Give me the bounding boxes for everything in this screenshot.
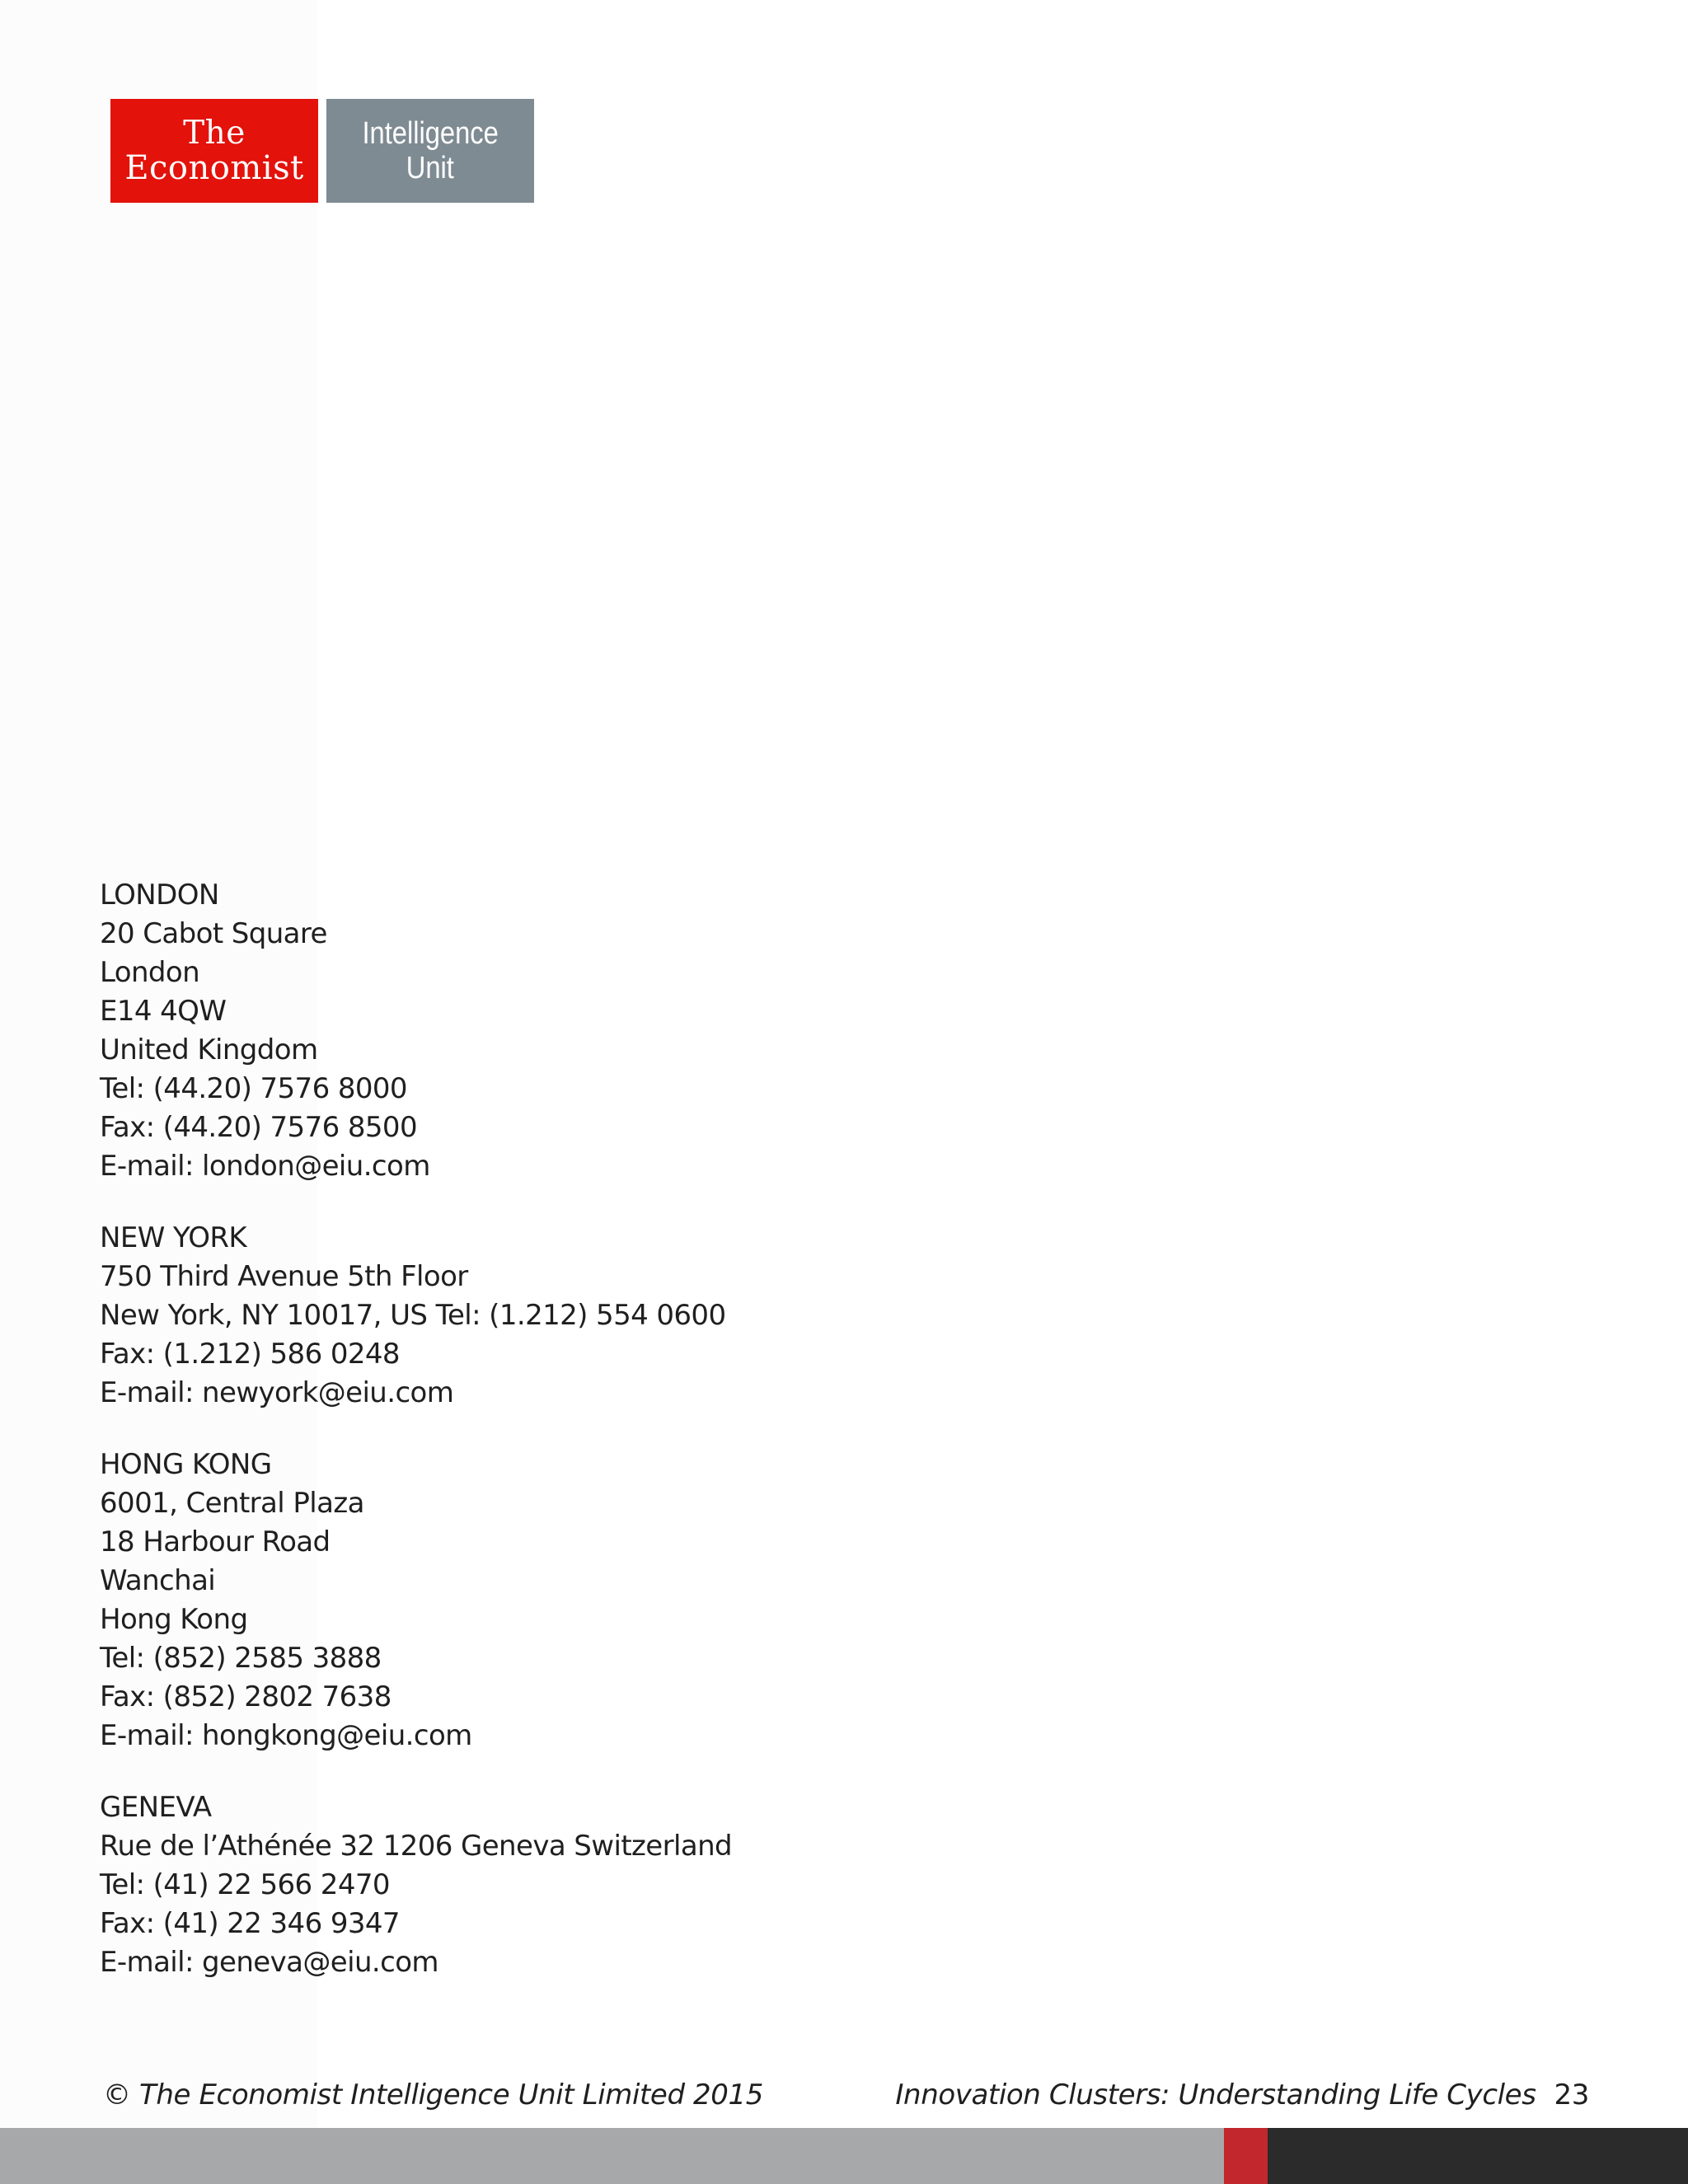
office-address-line: Rue de l’Athénée 32 1206 Geneva Switzerland (100, 1830, 733, 1863)
office-fax: Fax: (44.20) 7576 8500 (100, 1111, 417, 1144)
logo-text-intelligence: Intelligence (362, 116, 499, 151)
office-hong-kong (100, 1446, 1006, 1755)
office-address-line: 18 Harbour Road (100, 1526, 331, 1558)
logo-text-the: The (183, 115, 246, 152)
office-address-line: Wanchai (100, 1564, 216, 1597)
logo-text-economist: Economist (124, 149, 304, 187)
footer-bar-red (1224, 2128, 1268, 2184)
footer-report-title: Innovation Clusters: Understanding Life Cycles (895, 2079, 1536, 2111)
office-fax: Fax: (852) 2802 7638 (100, 1680, 392, 1713)
office-email: E-mail: london@eiu.com (100, 1150, 430, 1183)
office-new-york (100, 1219, 1006, 1413)
office-email: E-mail: hongkong@eiu.com (100, 1719, 472, 1752)
office-city: LONDON (100, 879, 219, 912)
office-email: E-mail: geneva@eiu.com (100, 1946, 438, 1979)
office-tel: Tel: (44.20) 7576 8000 (100, 1072, 407, 1105)
office-address-line: E14 4QW (100, 995, 227, 1028)
logo-text-unit: Unit (406, 151, 455, 185)
footer-copyright: © The Economist Intelligence Unit Limited 2015 (103, 2079, 763, 2111)
logo-intelligence-unit-block (326, 99, 534, 203)
footer-bar-grey (0, 2128, 1224, 2184)
eiu-logo (110, 99, 534, 203)
office-address-line: Hong Kong (100, 1603, 248, 1636)
office-address-line: 6001, Central Plaza (100, 1487, 364, 1520)
footer-bar-dark (1268, 2128, 1688, 2184)
page-number: 23 (1554, 2079, 1589, 2111)
footer-report-info (895, 2077, 1589, 2113)
office-email: E-mail: newyork@eiu.com (100, 1376, 454, 1409)
office-address-line: London (100, 956, 200, 989)
office-geneva (100, 1788, 1006, 1982)
office-address-line: 20 Cabot Square (100, 917, 327, 950)
office-tel: Tel: (852) 2585 3888 (100, 1642, 382, 1675)
office-city: GENEVA (100, 1791, 212, 1824)
office-city: NEW YORK (100, 1221, 247, 1254)
office-address-line: 750 Third Avenue 5th Floor (100, 1260, 468, 1293)
footer-color-bar (0, 2128, 1688, 2184)
office-addresses (100, 876, 1006, 2015)
office-address-line: New York, NY 10017, US Tel: (1.212) 554 0600 (100, 1299, 726, 1332)
office-tel: Tel: (41) 22 566 2470 (100, 1868, 390, 1901)
office-london (100, 876, 1006, 1186)
office-fax: Fax: (41) 22 346 9347 (100, 1907, 400, 1940)
office-address-line: United Kingdom (100, 1033, 318, 1066)
logo-economist-block (110, 99, 318, 203)
office-fax: Fax: (1.212) 586 0248 (100, 1338, 400, 1371)
office-city: HONG KONG (100, 1448, 272, 1481)
